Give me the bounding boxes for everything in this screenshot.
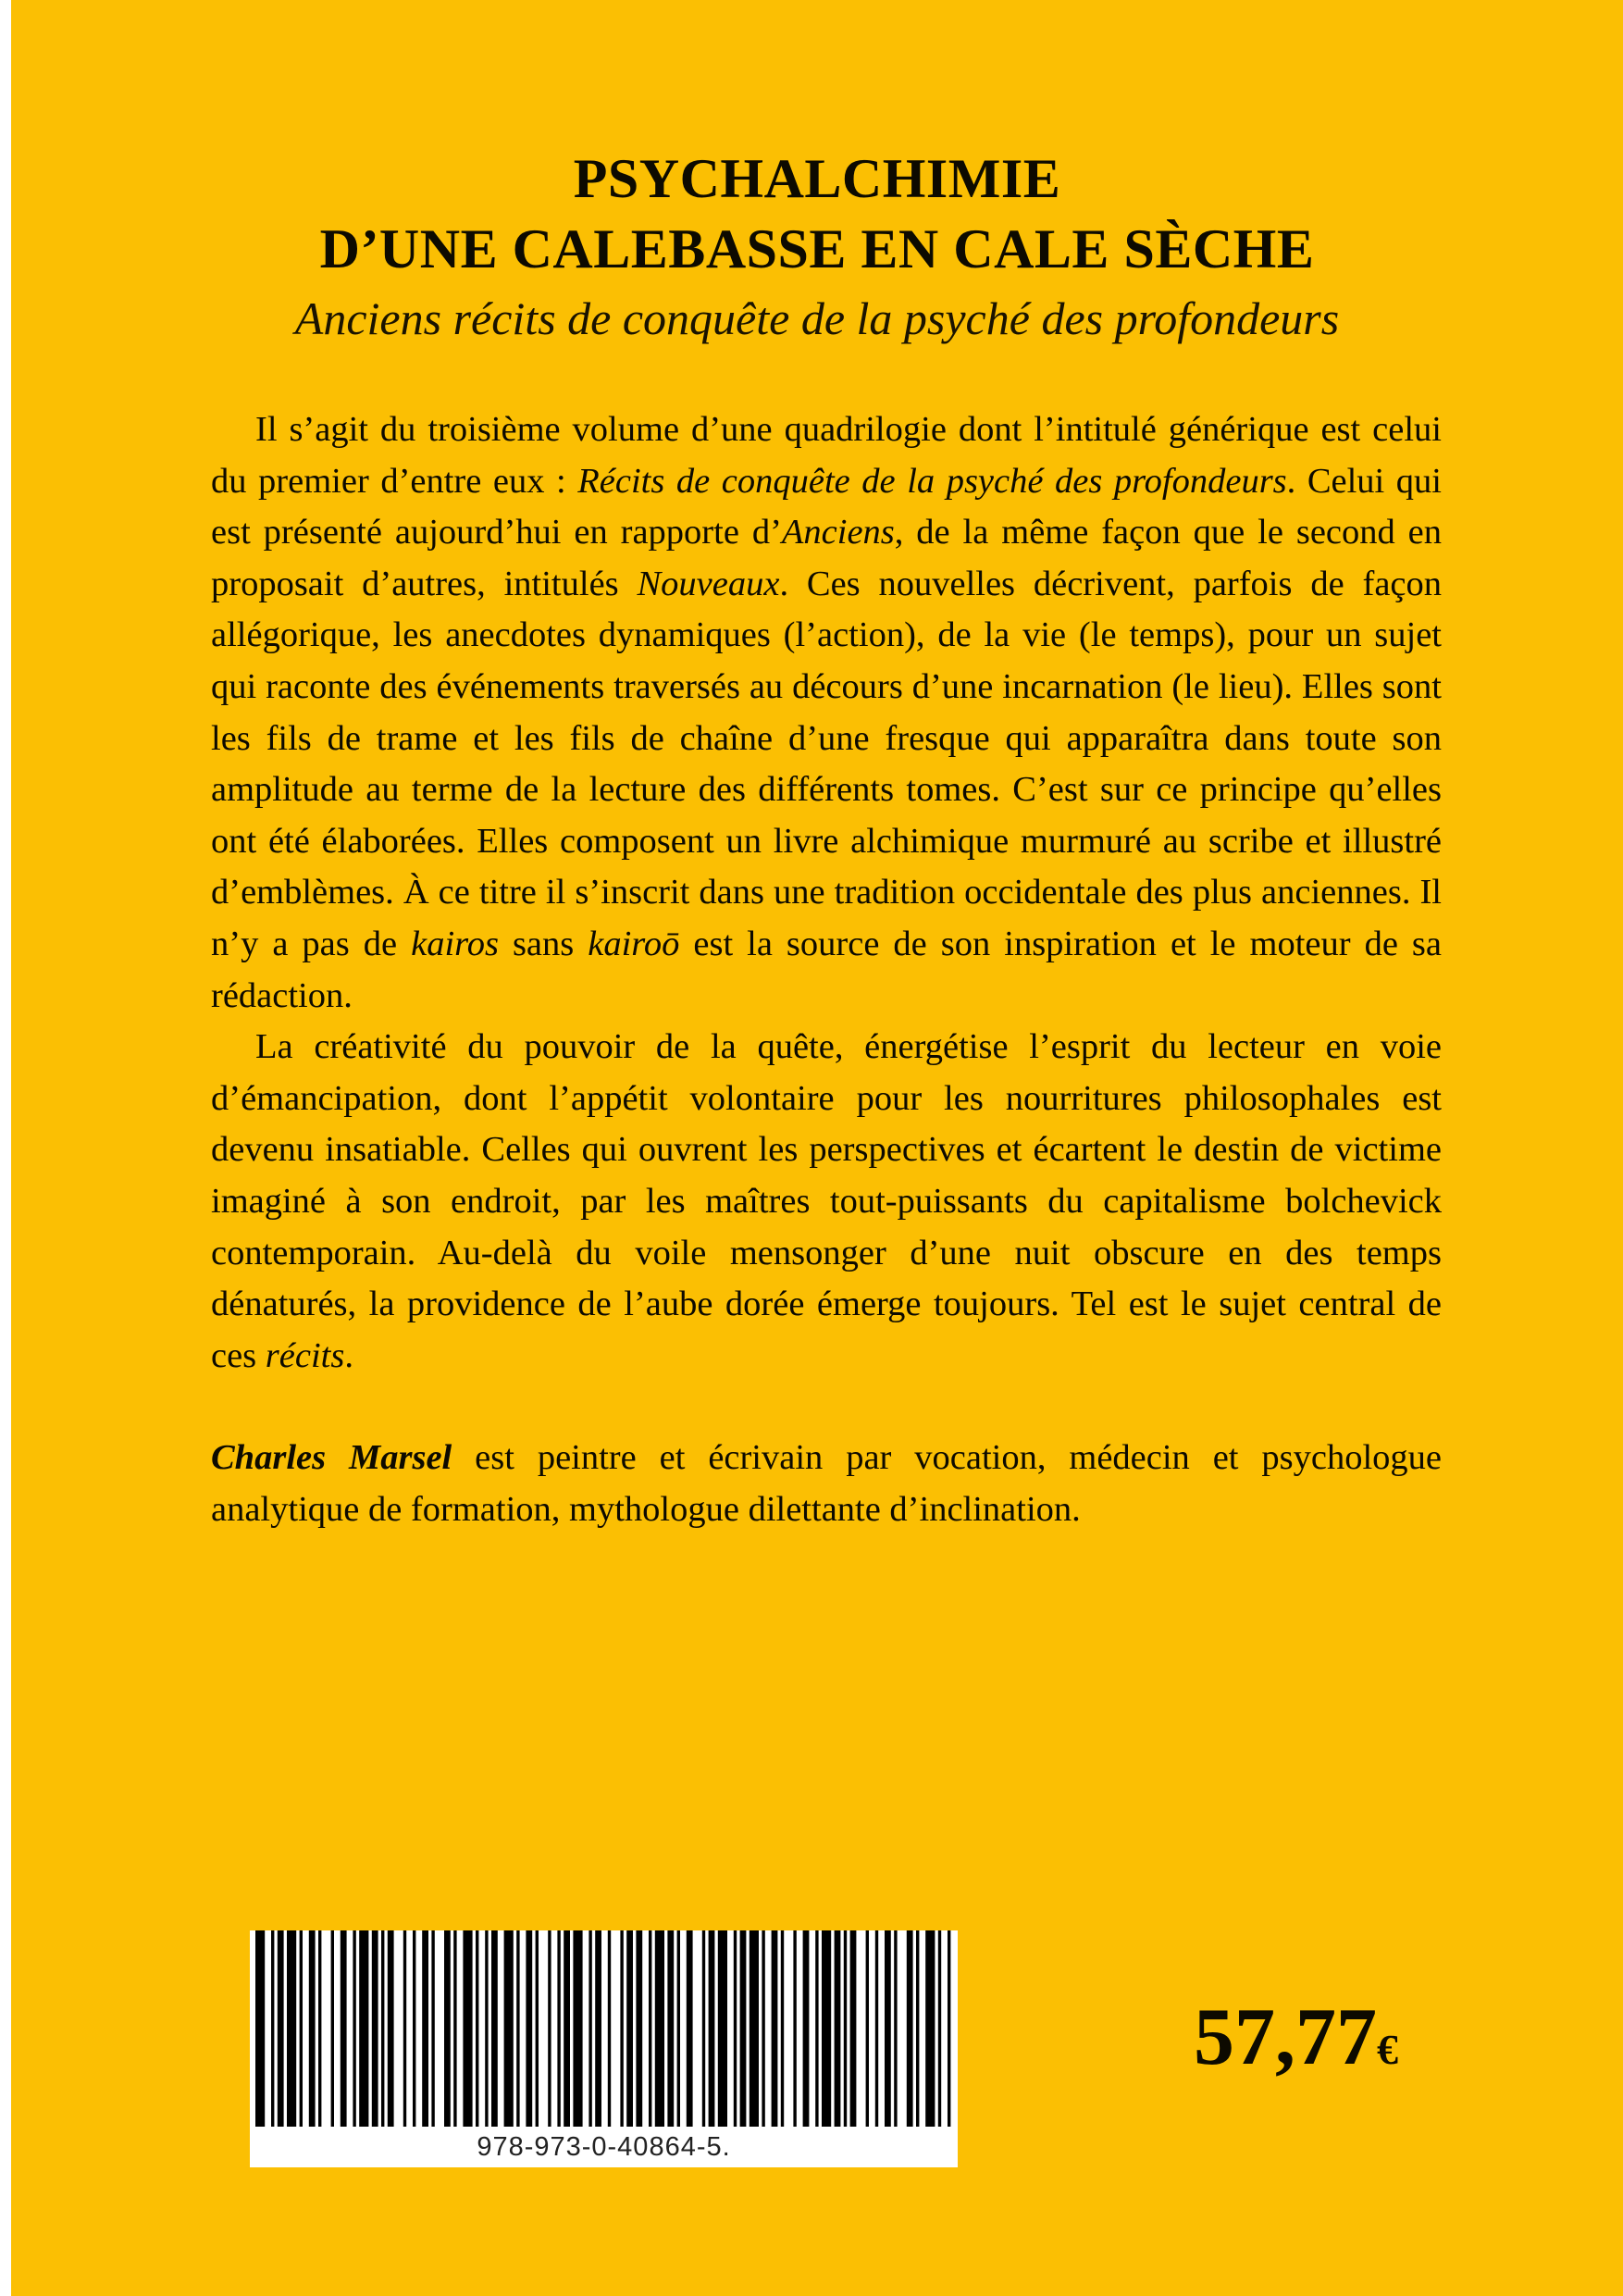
title-line-2: D’UNE CALEBASSE EN CALE SÈCHE (319, 218, 1315, 279)
title-block (11, 143, 1623, 347)
isbn-number: 978-973-0-40864-5. (477, 2132, 731, 2162)
barcode-bar (491, 1930, 498, 2127)
p1-italic-series-title: Récits de conquête de la psyché des profondeurs (577, 461, 1287, 501)
barcode-bar (793, 1930, 796, 2127)
barcode-bar (844, 1930, 847, 2127)
barcode-bar (300, 1930, 303, 2127)
barcode-bar (620, 1930, 623, 2127)
barcode-bar (341, 1930, 347, 2127)
barcode-bar (815, 1930, 818, 2127)
p1-text-6: est la source de son inspiration et le moteur de sa rédaction. (211, 924, 1443, 1015)
barcode-bar (444, 1930, 451, 2127)
p1-italic-nouveaux: Nouveaux (637, 564, 780, 603)
author-name: Charles Marsel (211, 1438, 452, 1478)
barcode-bar (626, 1930, 633, 2127)
barcode-bar (835, 1930, 841, 2127)
barcode-bar (595, 1930, 601, 2127)
barcode-bar (588, 1930, 591, 2127)
barcode-bar (388, 1930, 394, 2127)
barcode-bar (781, 1930, 784, 2127)
blurb (211, 404, 1442, 1535)
barcode-bar (573, 1930, 582, 2127)
barcode-bar (677, 1930, 680, 2127)
barcode-bar (381, 1930, 384, 2127)
barcode-bar (916, 1930, 919, 2127)
barcode-bar (866, 1930, 869, 2127)
price-amount: 57,77 (1194, 1992, 1377, 2082)
author-bio-text: est peintre et écrivain par vocation, médecin et psychologue analytique de formation, mythologue dilettante d’inclination. (211, 1438, 1442, 1529)
barcode-bar (372, 1930, 378, 2127)
barcode-bar (359, 1930, 368, 2127)
barcode-bar (762, 1930, 764, 2127)
barcode-bars (250, 1930, 958, 2127)
p1-text-4: . Ces nouvelles décrivent, parfois de façon allégorique, les anecdotes dynamiques (l’action), de la vie (le temps), pour un sujet qui raconte des événements traversés au décours d’une incarnation (le lieu). Elles sont les fils de trame et les fils de chaîne d’une fresque qui apparaîtra dans toute son amplitude au terme de la lecture des différents tomes. C’est sur ce principe qu’elles ont été élaborées. Elles composent un livre alchimique murmuré au scribe et illustré d’emblèmes. À ce titre il s’inscrit dans une tradition occidentale des plus anciennes. Il n’y a pas de (211, 564, 1442, 963)
author-bio (211, 1433, 1442, 1535)
barcode-bar (740, 1930, 747, 2127)
title-line-1: PSYCHALCHIMIE (573, 148, 1061, 209)
barcode-bar (734, 1930, 737, 2127)
barcode-bar (655, 1930, 664, 2127)
barcode-bar (287, 1930, 296, 2127)
blurb-paragraph-1 (211, 404, 1442, 1022)
barcode-bar (431, 1930, 434, 2127)
p1-text-3: , de la même façon que le second en proposait d’autres, intitulés (211, 513, 1442, 603)
blurb-paragraph-2 (211, 1022, 1442, 1382)
barcode-bar (516, 1930, 519, 2127)
p1-text-2: . Celui qui est présenté aujourd’hui en rapporte d’ (211, 461, 1443, 552)
price-currency: € (1377, 2026, 1398, 2073)
barcode-bar (422, 1930, 428, 2127)
barcode-bar (564, 1930, 570, 2127)
barcode-bar (526, 1930, 532, 2127)
barcode-bar (548, 1930, 551, 2127)
barcode-bar (318, 1930, 321, 2127)
barcode-bar (476, 1930, 478, 2127)
barcode-bar (885, 1930, 891, 2127)
barcode-bar (557, 1930, 560, 2127)
barcode-bar (894, 1930, 897, 2127)
barcode-bar (938, 1930, 941, 2127)
barcode-bar (687, 1930, 693, 2127)
price-tag (1194, 1992, 1398, 2096)
isbn-barcode (250, 1930, 958, 2167)
barcode-bar (353, 1930, 355, 2127)
barcode-bar (772, 1930, 778, 2127)
barcode-bar (822, 1930, 831, 2127)
p1-italic-kairoo: kairoō (588, 924, 680, 963)
barcode-bar (948, 1930, 950, 2127)
barcode-bar (536, 1930, 539, 2127)
barcode-bar (403, 1930, 406, 2127)
barcode-bar (750, 1930, 759, 2127)
barcode-bar (255, 1930, 265, 2127)
barcode-bar (331, 1930, 334, 2127)
p1-italic-kairos: kairos (411, 924, 499, 963)
barcode-bar (271, 1930, 274, 2127)
barcode-bar (278, 1930, 284, 2127)
barcode-bar (636, 1930, 642, 2127)
barcode-bar (702, 1930, 705, 2127)
barcode-bar (925, 1930, 935, 2127)
p2-text-1: La créativité du pouvoir de la quête, énergétise l’esprit du lecteur en voie d’émancipation, dont l’appétit volontaire pour les nourritures philosophales est devenu insatiable. Celles qui ouvrent les perspectives et écartent le destin de victime imaginé à son endroit, par les maîtres tout-puissants du capitalisme bolchevick contemporain. Au-delà du voile mensonger d’une nuit obscure en des temps dénaturés, la providence de l’aube dorée émerge toujours. Tel est le sujet central de ces (211, 1027, 1442, 1375)
barcode-bar (803, 1930, 810, 2127)
barcode-bar (875, 1930, 878, 2127)
barcode-bar (718, 1930, 727, 2127)
p1-italic-anciens: Anciens (781, 513, 895, 552)
barcode-bar (850, 1930, 857, 2127)
barcode-bar (485, 1930, 488, 2127)
barcode-bar (667, 1930, 674, 2127)
p1-text-5: sans (498, 924, 588, 963)
barcode-bar (649, 1930, 651, 2127)
barcode-bar (709, 1930, 715, 2127)
book-subtitle: Anciens récits de conquête de la psyché des profondeurs (294, 292, 1340, 344)
barcode-bar (309, 1930, 316, 2127)
barcode-bar (504, 1930, 514, 2127)
barcode-bar (907, 1930, 913, 2127)
book-back-cover (11, 0, 1623, 2296)
book-title (11, 143, 1623, 284)
p2-italic-recits: récits (265, 1335, 345, 1375)
barcode-bar (453, 1930, 456, 2127)
p2-text-2: . (344, 1335, 353, 1375)
barcode-bar (413, 1930, 415, 2127)
p1-text-1: Il s’agit du troisième volume d’une quadrilogie dont l’intitulé générique est celui du premier d’entre eux : (211, 410, 1442, 501)
barcode-bar (608, 1930, 611, 2127)
barcode-bar (463, 1930, 472, 2127)
